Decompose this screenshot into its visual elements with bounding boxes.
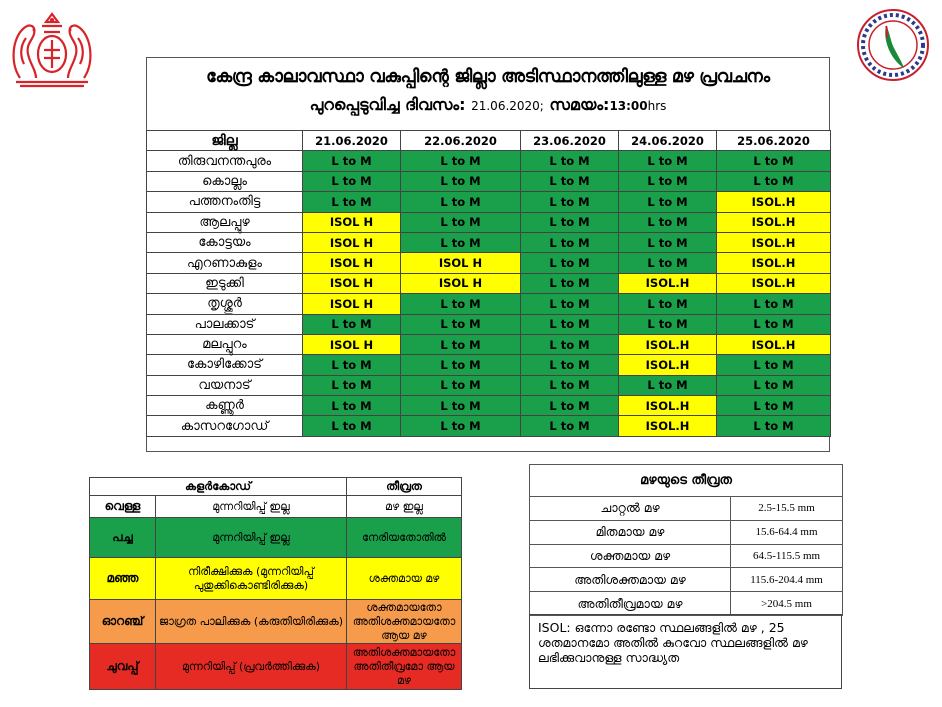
- forecast-cell: L to M: [303, 375, 401, 395]
- district-name: വയനാട്: [147, 375, 303, 395]
- forecast-cell: ISOL.H: [717, 253, 831, 273]
- forecast-cell: ISOL H: [303, 294, 401, 314]
- table-row: [147, 212, 831, 232]
- forecast-cell: L to M: [303, 314, 401, 334]
- forecast-cell: L to M: [619, 232, 717, 252]
- disaster-management-authority-logo: [856, 8, 930, 82]
- time-unit: hrs: [647, 99, 667, 113]
- district-name: കോട്ടയം: [147, 232, 303, 252]
- forecast-cell: L to M: [401, 355, 521, 375]
- forecast-cell: L to M: [717, 314, 831, 334]
- forecast-cell: ISOL.H: [717, 334, 831, 354]
- forecast-body: [147, 151, 831, 436]
- forecast-cell: L to M: [717, 294, 831, 314]
- district-column-header: ജില്ല: [147, 131, 303, 151]
- forecast-cell: L to M: [619, 253, 717, 273]
- intensity-label: അതിശക്തമായ മഴ: [530, 568, 731, 592]
- forecast-cell: L to M: [717, 396, 831, 416]
- district-name: ഇടുക്കി: [147, 273, 303, 293]
- intensity-label: ശക്തമായ മഴ: [530, 544, 731, 568]
- color-meaning: ജാഗ്രത പാലിക്കുക (കരുതിയിരിക്കുക): [156, 600, 347, 644]
- forecast-cell: L to M: [521, 334, 619, 354]
- color-meaning: നിരീക്ഷിക്കുക (മുന്നറിയിപ്പ് പുതുക്കികൊണ്ടിരിക്കുക): [156, 558, 347, 600]
- table-row: [147, 171, 831, 191]
- intensity-range: 15.6-64.4 mm: [731, 520, 843, 544]
- forecast-header-row: [147, 131, 831, 151]
- forecast-cell: L to M: [401, 171, 521, 191]
- intensity-label: ചാറ്റൽ മഴ: [530, 497, 731, 521]
- district-name: കൊല്ലം: [147, 171, 303, 191]
- severity-header: തീവ്രത: [347, 478, 462, 496]
- color-code-header-row: [90, 478, 462, 496]
- color-name: പച്ച: [90, 518, 156, 558]
- forecast-cell: L to M: [401, 375, 521, 395]
- issued-label: പുറപ്പെടുവിച്ച ദിവസം:: [309, 95, 466, 114]
- color-name: വെള്ള: [90, 496, 156, 518]
- intensity-body: [530, 497, 843, 616]
- forecast-cell: L to M: [521, 171, 619, 191]
- district-name: എറണാകുളം: [147, 253, 303, 273]
- forecast-cell: L to M: [401, 151, 521, 171]
- forecast-cell: L to M: [717, 416, 831, 436]
- intensity-label: അതിതീവ്രമായ മഴ: [530, 592, 731, 616]
- forecast-cell: ISOL.H: [717, 212, 831, 232]
- color-code-row: [90, 600, 462, 644]
- forecast-cell: ISOL H: [303, 232, 401, 252]
- color-code-table: [89, 477, 462, 690]
- color-meaning: മുന്നറിയിപ്പ് ഇല്ല: [156, 496, 347, 518]
- forecast-cell: L to M: [521, 151, 619, 171]
- table-row: [147, 294, 831, 314]
- color-name: ഓറഞ്ച്: [90, 600, 156, 644]
- table-row: [147, 396, 831, 416]
- intensity-range: 64.5-115.5 mm: [731, 544, 843, 568]
- date-column-header: 24.06.2020: [619, 131, 717, 151]
- forecast-cell: ISOL H: [303, 253, 401, 273]
- forecast-cell: L to M: [521, 396, 619, 416]
- color-meaning: മുന്നറിയിപ്പ് (പ്രവർത്തിക്കുക): [156, 644, 347, 690]
- forecast-cell: ISOL.H: [619, 396, 717, 416]
- color-severity: ശക്തമായ മഴ: [347, 558, 462, 600]
- date-column-header: 25.06.2020: [717, 131, 831, 151]
- intensity-label: മിതമായ മഴ: [530, 520, 731, 544]
- issued-line: [146, 95, 830, 115]
- intensity-row: [530, 592, 843, 616]
- forecast-cell: L to M: [401, 232, 521, 252]
- forecast-table: [146, 130, 831, 437]
- color-meaning: മുന്നറിയിപ്പ് ഇല്ല: [156, 518, 347, 558]
- intensity-row: [530, 544, 843, 568]
- district-name: ആലപ്പുഴ: [147, 212, 303, 232]
- forecast-cell: L to M: [401, 192, 521, 212]
- table-row: [147, 232, 831, 252]
- forecast-cell: ISOL H: [303, 273, 401, 293]
- color-severity: നേരിയതോതിൽ: [347, 518, 462, 558]
- time-label: സമയം:: [549, 95, 610, 114]
- forecast-cell: L to M: [401, 294, 521, 314]
- date-column-header: 21.06.2020: [303, 131, 401, 151]
- table-row: [147, 314, 831, 334]
- forecast-cell: ISOL H: [303, 212, 401, 232]
- forecast-cell: L to M: [303, 151, 401, 171]
- forecast-cell: ISOL H: [401, 273, 521, 293]
- forecast-cell: L to M: [619, 171, 717, 191]
- forecast-cell: L to M: [401, 416, 521, 436]
- district-name: കാസറഗോഡ്: [147, 416, 303, 436]
- table-row: [147, 334, 831, 354]
- forecast-cell: L to M: [401, 212, 521, 232]
- table-row: [147, 416, 831, 436]
- intensity-range: 2.5-15.5 mm: [731, 497, 843, 521]
- intensity-range: >204.5 mm: [731, 592, 843, 616]
- forecast-cell: L to M: [521, 192, 619, 212]
- forecast-cell: L to M: [521, 232, 619, 252]
- forecast-cell: L to M: [619, 212, 717, 232]
- forecast-cell: ISOL.H: [619, 355, 717, 375]
- date-column-header: 23.06.2020: [521, 131, 619, 151]
- forecast-cell: L to M: [717, 375, 831, 395]
- color-code-header: കളർകോഡ്: [90, 478, 347, 496]
- table-row: [147, 151, 831, 171]
- district-name: കണ്ണൂർ: [147, 396, 303, 416]
- forecast-cell: L to M: [303, 416, 401, 436]
- color-name: ചുവപ്പ്: [90, 644, 156, 690]
- forecast-cell: L to M: [401, 396, 521, 416]
- forecast-cell: ISOL.H: [717, 192, 831, 212]
- issued-date: 21.06.2020;: [471, 99, 544, 113]
- table-row: [147, 355, 831, 375]
- time-value: 13:00: [609, 99, 648, 113]
- color-severity: അതിശക്തമായതോ അതിതീവ്രമോ ആയ മഴ: [347, 644, 462, 690]
- color-code-row: [90, 558, 462, 600]
- district-name: തിരുവനന്തപുരം: [147, 151, 303, 171]
- page-title: കേന്ദ്ര കാലാവസ്ഥാ വകുപ്പിന്റെ ജില്ലാ അടിസ്ഥാനത്തിലുള്ള മഴ പ്രവചനം: [206, 67, 770, 87]
- forecast-cell: ISOL H: [303, 334, 401, 354]
- forecast-cell: L to M: [401, 334, 521, 354]
- table-row: [147, 253, 831, 273]
- district-name: പത്തനംതിട്ട: [147, 192, 303, 212]
- forecast-cell: L to M: [303, 171, 401, 191]
- table-row: [147, 375, 831, 395]
- forecast-cell: ISOL.H: [619, 334, 717, 354]
- forecast-cell: ISOL H: [401, 253, 521, 273]
- table-row: [147, 192, 831, 212]
- forecast-cell: L to M: [521, 416, 619, 436]
- forecast-cell: L to M: [619, 192, 717, 212]
- forecast-cell: L to M: [717, 171, 831, 191]
- forecast-cell: L to M: [521, 375, 619, 395]
- color-severity: മഴ ഇല്ല: [347, 496, 462, 518]
- color-code-row: [90, 518, 462, 558]
- district-name: തൃശ്ശൂർ: [147, 294, 303, 314]
- forecast-cell: L to M: [521, 212, 619, 232]
- intensity-range: 115.6-204.4 mm: [731, 568, 843, 592]
- color-severity: ശക്തമായതോ അതിശക്തമായതോ ആയ മഴ: [347, 600, 462, 644]
- district-name: പാലക്കാട്: [147, 314, 303, 334]
- table-row: [147, 273, 831, 293]
- isol-note: ISOL: ഒന്നോ രണ്ടോ സ്ഥലങ്ങളിൽ മഴ , 25 ശതമാനമോ അതിൽ കുറവോ സ്ഥലങ്ങളിൽ മഴ ലഭിക്കുവാനുള്ള സാദ്ധ്യത: [529, 614, 842, 689]
- forecast-cell: L to M: [619, 151, 717, 171]
- forecast-cell: L to M: [521, 314, 619, 334]
- district-name: മലപ്പുറം: [147, 334, 303, 354]
- forecast-cell: L to M: [303, 192, 401, 212]
- forecast-cell: L to M: [619, 294, 717, 314]
- intensity-header: മഴയുടെ തീവ്രത: [530, 465, 843, 497]
- forecast-cell: L to M: [619, 375, 717, 395]
- color-code-body: [90, 496, 462, 690]
- intensity-header-row: [530, 465, 843, 497]
- intensity-row: [530, 497, 843, 521]
- forecast-cell: L to M: [717, 151, 831, 171]
- date-column-header: 22.06.2020: [401, 131, 521, 151]
- kerala-emblem-logo: [6, 8, 98, 90]
- forecast-cell: L to M: [521, 273, 619, 293]
- forecast-cell: ISOL.H: [717, 273, 831, 293]
- forecast-title-block: [146, 57, 830, 131]
- forecast-cell: ISOL.H: [619, 416, 717, 436]
- forecast-cell: L to M: [303, 396, 401, 416]
- forecast-cell: L to M: [303, 355, 401, 375]
- district-name: കോഴിക്കോട്: [147, 355, 303, 375]
- forecast-cell: L to M: [521, 253, 619, 273]
- forecast-cell: ISOL.H: [717, 232, 831, 252]
- color-code-row: [90, 644, 462, 690]
- color-code-row: [90, 496, 462, 518]
- rain-intensity-table: [529, 464, 843, 616]
- forecast-cell: L to M: [521, 355, 619, 375]
- forecast-cell: L to M: [401, 314, 521, 334]
- intensity-row: [530, 568, 843, 592]
- forecast-cell: L to M: [619, 314, 717, 334]
- intensity-row: [530, 520, 843, 544]
- color-name: മഞ്ഞ: [90, 558, 156, 600]
- forecast-cell: L to M: [717, 355, 831, 375]
- forecast-cell: L to M: [521, 294, 619, 314]
- forecast-cell: ISOL.H: [619, 273, 717, 293]
